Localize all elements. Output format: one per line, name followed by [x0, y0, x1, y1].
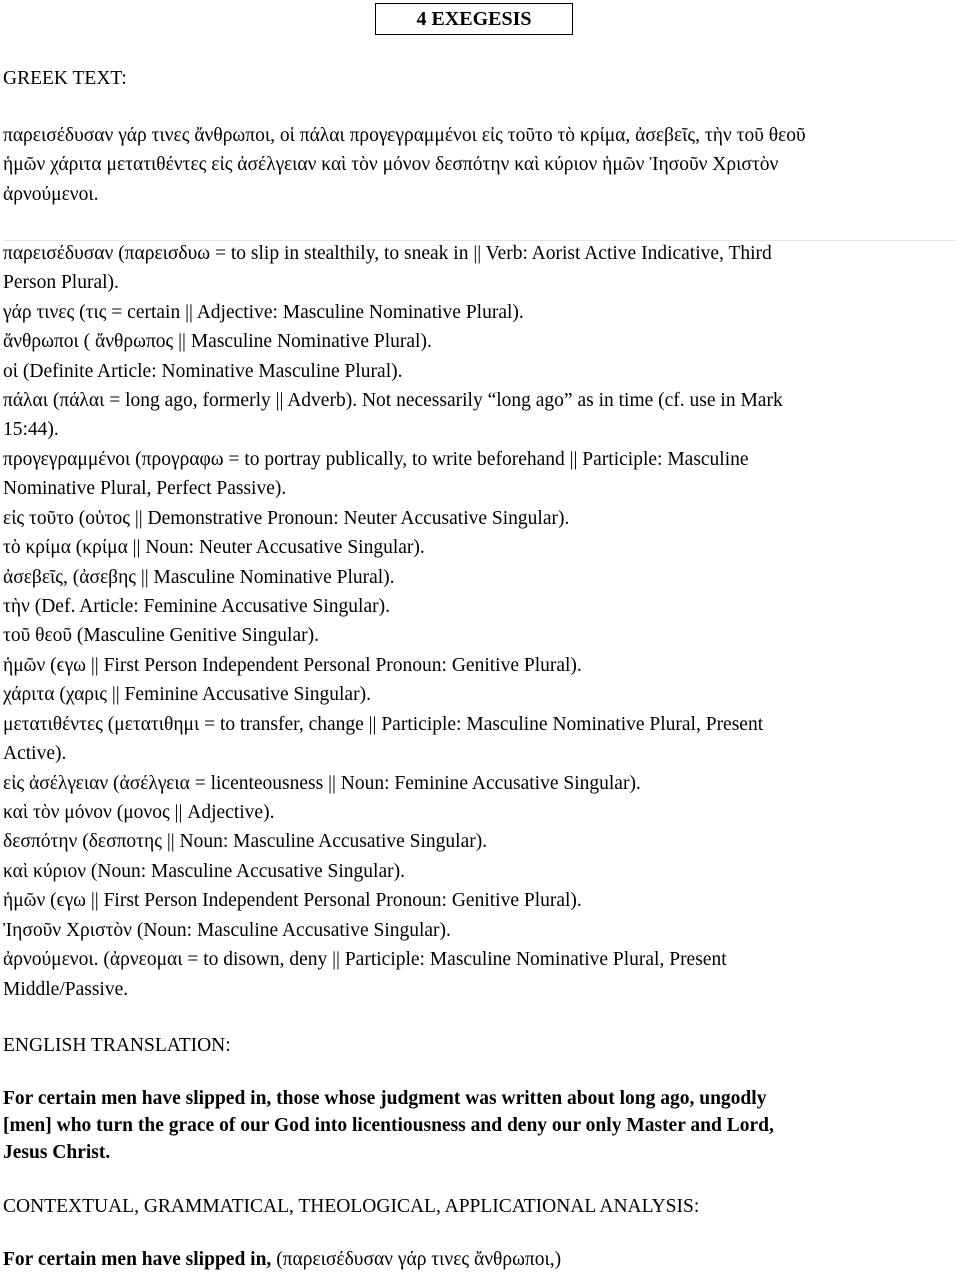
section-heading: 4 EXEGESIS — [375, 3, 573, 35]
parsing-line: ἄνθρωποι ( ἄνθρωπος || Masculine Nominative Plural). — [3, 331, 432, 352]
parsing-line: ἀρνούμενοι. (ἀρνεομαι = to disown, deny || Participle: Masculine Nominative Plural, Present — [3, 949, 727, 970]
parsing-line: 15:44). — [3, 419, 59, 440]
parsing-line: Middle/Passive. — [3, 979, 129, 1000]
parsing-line: Ἰησοῦν Χριστὸν (Noun: Masculine Accusative Singular). — [3, 920, 451, 941]
parsing-line: τὸ κρίμα (κρίμα || Noun: Neuter Accusative Singular). — [3, 537, 425, 558]
parsing-line: μετατιθέντες (μετατιθημι = to transfer, change || Participle: Masculine Nominative Plural, Present — [3, 714, 764, 735]
english-translation-label: ENGLISH TRANSLATION: — [3, 1035, 231, 1056]
greek-text-line: ἡμῶν χάριτα μετατιθέντες εἰς ἀσέλγειαν καὶ τὸν μόνον δεσπότην καὶ κύριον ἡμῶν Ἰησοῦν Χριστὸν — [3, 154, 779, 175]
parsing-line: τοῦ θεοῦ (Masculine Genitive Singular). — [3, 625, 319, 646]
parsing-line: γάρ τινες (τις = certain || Adjective: Masculine Nominative Plural). — [3, 302, 524, 323]
parsing-line: ἡμῶν (ϵγω || First Person Independent Personal Pronoun: Genitive Plural). — [3, 890, 582, 911]
parsing-line: Person Plural). — [3, 272, 119, 293]
english-text-line: [men] who turn the grace of our God into licentiousness and deny our only Master and Lord, — [3, 1115, 774, 1136]
parsing-line: ἀσεβεῖς, (ἀσεβης || Masculine Nominative Plural). — [3, 567, 395, 588]
parsing-line: καὶ τὸν μόνον (μονος || Adjective). — [3, 802, 275, 823]
parsing-line: εἰς τοῦτο (οὑτος || Demonstrative Pronoun: Neuter Accusative Singular). — [3, 508, 570, 529]
english-text-line: For certain men have slipped in, those whose judgment was written about long ago, ungodly — [3, 1088, 767, 1109]
greek-text-line: παρεισέδυσαν γάρ τινες ἄνθρωποι, οἱ πάλαι προγεγραμμένοι εἰς τοῦτο τὸ κρίμα, ἀσεβεῖς, τὴν τοῦ θεοῦ — [3, 125, 806, 146]
parsing-line: εἰς ἀσέλγειαν (ἀσέλγεια = licenteousness || Noun: Feminine Accusative Singular). — [3, 773, 641, 794]
english-text-line: Jesus Christ. — [3, 1142, 111, 1163]
parsing-line: ἡμῶν (ϵγω || First Person Independent Personal Pronoun: Genitive Plural). — [3, 655, 582, 676]
parsing-line: τὴν (Def. Article: Feminine Accusative Singular). — [3, 596, 390, 617]
analysis-label: CONTEXTUAL, GRAMMATICAL, THEOLOGICAL, APPLICATIONAL ANALYSIS: — [3, 1196, 700, 1217]
parsing-line: παρεισέδυσαν (παρεισδυω = to slip in stealthily, to sneak in || Verb: Aorist Active Indicative, Third — [3, 243, 772, 264]
parsing-line: οἱ (Definite Article: Nominative Masculine Plural). — [3, 361, 403, 382]
analysis-first-line — [3, 1245, 956, 1275]
greek-text-label: GREEK TEXT: — [3, 68, 127, 89]
parsing-line: προγεγραμμένοι (προγραφω = to portray publically, to write beforehand || Participle: Masculine — [3, 449, 749, 470]
parsing-line: Active). — [3, 743, 67, 764]
parsing-line: Nominative Plural, Perfect Passive). — [3, 478, 287, 499]
parsing-line: χάριτα (χαρις || Feminine Accusative Singular). — [3, 684, 371, 705]
parsing-line: δεσπότην (δεσποτης || Noun: Masculine Accusative Singular). — [3, 831, 488, 852]
greek-text-line: ἀρνούμενοι. — [3, 184, 99, 205]
parsing-line: πάλαι (πάλαι = long ago, formerly || Adverb). Not necessarily “long ago” as in time (cf. use in Mark — [3, 390, 783, 411]
analysis-greek-phrase: (παρεισέδυσαν γάρ τινες ἄνθρωποι,) — [271, 1249, 562, 1270]
parsing-line: καὶ κύριον (Noun: Masculine Accusative Singular). — [3, 861, 405, 882]
analysis-bold-phrase: For certain men have slipped in, — [3, 1249, 272, 1270]
